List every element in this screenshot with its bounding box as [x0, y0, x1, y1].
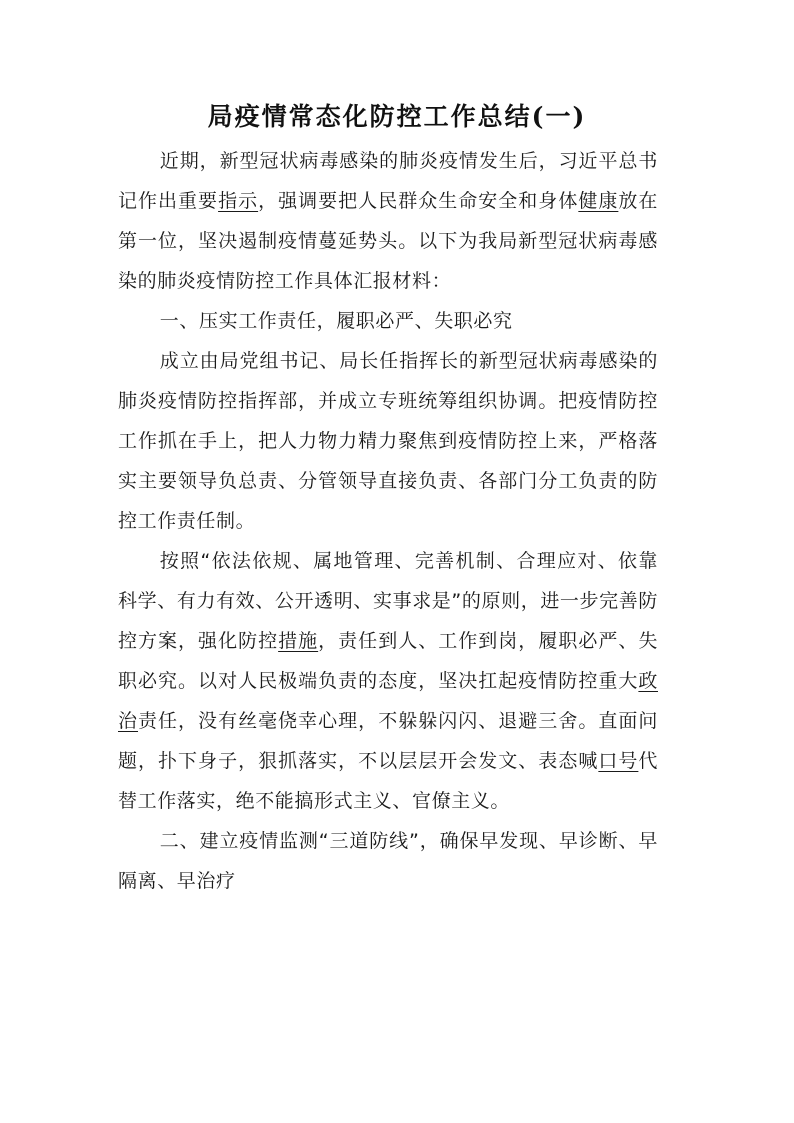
- section-heading-2: [118, 821, 658, 901]
- text-segment: ，责任到人、工作到岗，履职必严、失职必究。以对人民极端负责的态度，坚决扛起疫情防控重大: [118, 630, 658, 692]
- paragraph-command-center: [118, 341, 658, 541]
- underlined-term-jiankang: 健康: [578, 190, 619, 212]
- text-segment: 代替工作落实，绝不能搞形式主义、官僚主义。: [118, 750, 658, 812]
- text-segment: 放在第一位，坚决遏制疫情蔓延势头。以下为我局新型冠状病毒感染的肺炎疫情防控工作具体汇报材料：: [118, 190, 658, 292]
- text-segment: 按照“依法依规、属地管理、完善机制、合理应对、依靠科学、有力有效、公开透明、实事求是”的原则，进一步完善防控方案，强化防控: [118, 550, 658, 652]
- document-body: [118, 141, 658, 901]
- section-heading-1: [118, 301, 658, 341]
- underlined-term-zhishi: 指示: [218, 190, 259, 212]
- text-segment: ，强调要把人民群众生命安全和身体: [258, 190, 579, 212]
- underlined-term-zhengzhi: 政治: [118, 670, 658, 732]
- paragraph-principles: [118, 541, 658, 821]
- heading-text: 二、建立疫情监测“三道防线”，确保早发现、早诊断、早隔离、早治疗: [118, 830, 658, 892]
- paragraph-intro: [118, 141, 658, 301]
- underlined-term-cuoshi: 措施: [278, 630, 319, 652]
- underlined-term-kouhao: 口号: [598, 750, 639, 772]
- text-segment: 成立由局党组书记、局长任指挥长的新型冠状病毒感染的肺炎疫情防控指挥部，并成立专班统筹组织协调。把疫情防控工作抓在手上，把人力物力精力聚焦到疫情防控上来，严格落实主要领导负总责、分管领导直接负责、各部门分工负责的防控工作责任制。: [118, 350, 658, 532]
- heading-text: 一、压实工作责任，履职必严、失职必究: [159, 310, 513, 332]
- text-segment: 责任，没有丝毫侥幸心理，不躲躲闪闪、退避三舍。直面问题，扑下身子，狠抓落实，不以层层开会发文、表态喊: [118, 710, 658, 772]
- text-segment: 近期，新型冠状病毒感染的肺炎疫情发生后，习近平总书记作出重要: [118, 150, 658, 212]
- document-title: 局疫情常态化防控工作总结(一): [207, 102, 587, 131]
